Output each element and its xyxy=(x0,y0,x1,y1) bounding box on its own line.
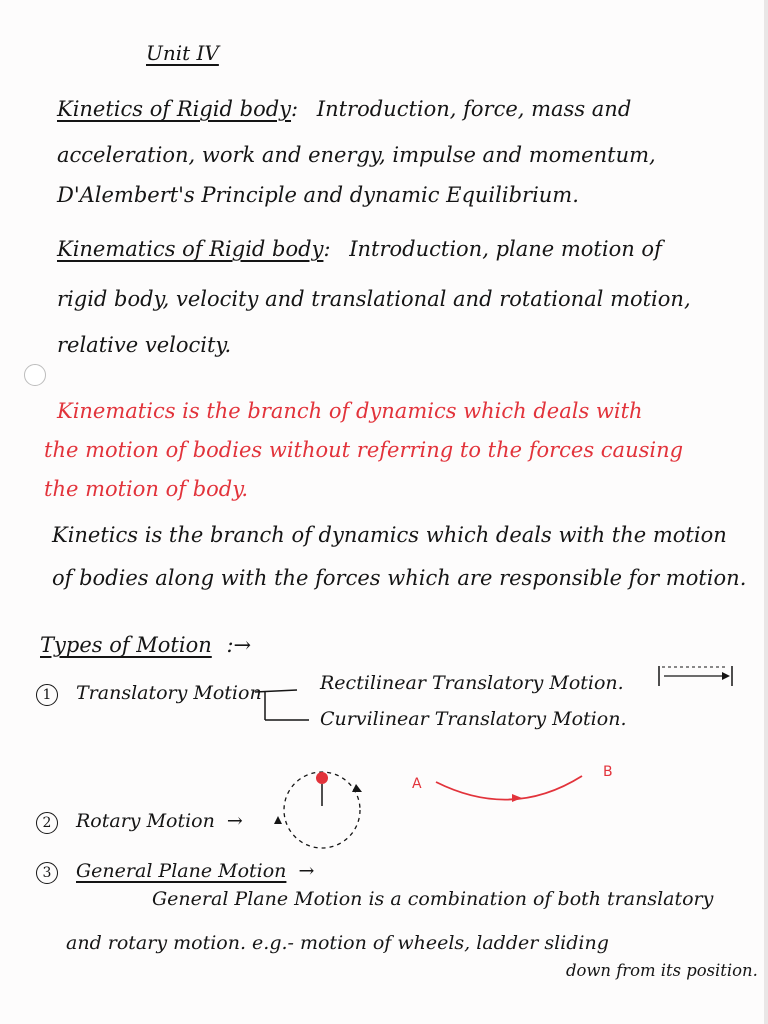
kinematics-definition-3: the motion of body. xyxy=(44,477,248,501)
types-of-motion-heading: Types of Motion xyxy=(40,633,212,657)
binder-hole xyxy=(24,364,46,386)
kinetics-colon: : xyxy=(291,97,299,121)
rectilinear-label: Rectilinear Translatory Motion. xyxy=(320,672,624,694)
kinetics-definition-2: of bodies along with the forces which are responsible for motion. xyxy=(52,566,747,590)
general-plane-desc-3: down from its position. xyxy=(566,961,758,980)
translatory-row xyxy=(36,680,262,706)
kinetics-heading: Kinetics of Rigid body xyxy=(57,97,292,121)
general-plane-desc-2: and rotary motion. e.g.- motion of wheels, ladder sliding xyxy=(66,932,609,954)
kinematics-definition-2: the motion of bodies without referring to the forces causing xyxy=(44,438,684,462)
general-plane-desc-1: General Plane Motion is a combination of both translatory xyxy=(152,888,714,910)
page-edge xyxy=(764,0,768,1024)
kinetics-topics-2: acceleration, work and energy, impulse and momentum, xyxy=(57,143,656,167)
rectilinear-arrow-sketch xyxy=(656,664,736,688)
general-plane-label: General Plane Motion xyxy=(76,860,287,882)
kinematics-topics-1: Introduction, plane motion of xyxy=(349,237,662,261)
kinetics-syllabus-line1 xyxy=(57,96,631,122)
branch-bracket xyxy=(255,684,315,734)
types-of-motion-arrow: :→ xyxy=(226,633,252,657)
general-plane-row xyxy=(36,858,314,884)
kinematics-heading: Kinematics of Rigid body xyxy=(57,237,324,261)
curve-point-b: B xyxy=(603,764,613,780)
rotary-row xyxy=(36,808,243,834)
general-plane-arrow: → xyxy=(298,860,315,882)
kinematics-definition-1: Kinematics is the branch of dynamics which deals with xyxy=(57,399,643,423)
unit-title: Unit IV xyxy=(146,41,219,65)
rotary-circle-sketch xyxy=(270,766,380,856)
curvilinear-label: Curvilinear Translatory Motion. xyxy=(320,708,627,730)
rotary-label: Rotary Motion xyxy=(76,810,215,832)
number-1-badge: 1 xyxy=(36,684,58,706)
number-3-badge: 3 xyxy=(36,862,58,884)
kinematics-colon: : xyxy=(323,237,331,261)
rotary-arrow: → xyxy=(226,810,243,832)
curve-point-a: A xyxy=(412,776,422,792)
number-2-badge: 2 xyxy=(36,812,58,834)
kinematics-topics-2: rigid body, velocity and translational and rotational motion, xyxy=(57,287,691,311)
kinematics-topics-3: relative velocity. xyxy=(57,333,232,357)
types-of-motion-heading-row xyxy=(40,632,251,658)
kinetics-topics-3: D'Alembert's Principle and dynamic Equilibrium. xyxy=(57,183,579,207)
translatory-label: Translatory Motion xyxy=(76,682,262,704)
kinetics-definition-1: Kinetics is the branch of dynamics which deals with the motion xyxy=(52,523,727,547)
kinetics-topics-1: Introduction, force, mass and xyxy=(316,97,632,121)
curvilinear-path-sketch xyxy=(432,770,602,810)
kinematics-syllabus-line1 xyxy=(57,236,662,262)
